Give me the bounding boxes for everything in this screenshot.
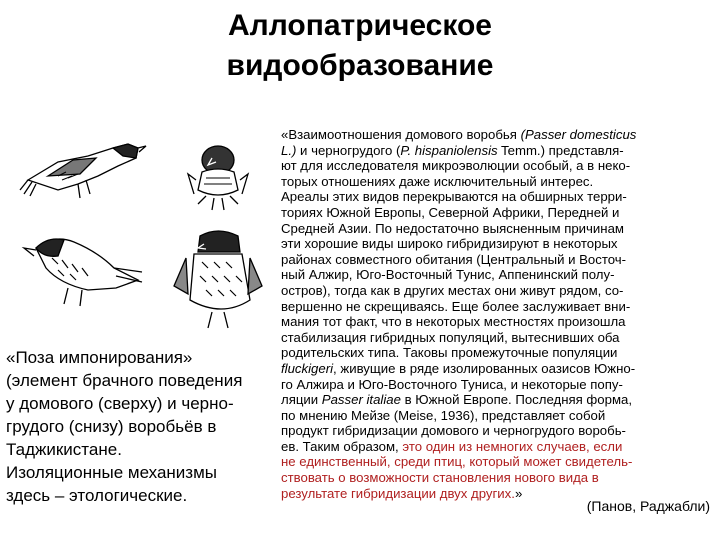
- quote-line: остров), тогда как в других местах они живут рядом, со-: [281, 282, 624, 298]
- quote-text: [281, 127, 717, 501]
- highlighted-text: это один из немногих случаев, если: [402, 438, 623, 454]
- quote-line: родительских типа. Таковы промежуточные популяции: [281, 345, 618, 361]
- quote-author: (Панов, Раджабли): [586, 498, 710, 514]
- species-name: P. hispaniolensis: [400, 142, 498, 158]
- highlighted-text: результате гибридизации двух других.: [281, 485, 515, 501]
- quote-line: вершенно не скрещиваясь. Еще более заслуживает вни-: [281, 298, 631, 314]
- quote-text-segment: ев. Таким образом,: [281, 438, 403, 454]
- highlighted-quote-line: не единственный, среди птиц, который может свидетель-: [281, 454, 633, 470]
- quote-line: Ареалы этих видов перекрываются на обширных терри-: [281, 189, 627, 205]
- quote-line: ториях Южной Европы, Северной Африки, Передней и: [281, 204, 620, 220]
- quote-line: [281, 392, 717, 408]
- quote-text-segment: »: [514, 485, 523, 501]
- quote-line: Средней Азии. По недостаточно выясненным причинам: [281, 220, 624, 236]
- quote-line: [281, 439, 717, 455]
- caption-line: (элемент брачного поведения: [6, 371, 243, 390]
- quote-text-segment: «Взаимоотношения домового воробья: [281, 127, 521, 142]
- slide-title: [0, 6, 720, 86]
- title-line-1: Аллопатрическое: [228, 9, 492, 42]
- quote-line: по мнению Мейзе (Meise, 1936), представляет собой: [281, 407, 606, 423]
- black-bellied-sparrow-front-icon: [174, 231, 262, 328]
- quote-line: ют для исследователя микроэволюции особый, а в неко-: [281, 158, 631, 174]
- quote-line: ный Алжир, Юго-Восточный Тунис, Аппенинский полу-: [281, 267, 615, 283]
- quote-line: [281, 143, 717, 159]
- quote-text-segment: Temm.) представля-: [497, 142, 624, 158]
- highlighted-quote-line: ствовать о возможности становления нового вида в: [281, 470, 599, 486]
- house-sparrow-front-icon: [188, 146, 248, 210]
- quote-line: стабилизация гибридных популяций, вытеснивших оба: [281, 329, 620, 345]
- caption-line: грудого (снизу) воробьёв в: [6, 417, 217, 436]
- species-name: (Passer domesticus: [520, 127, 637, 142]
- quote-text-segment: ляции: [281, 392, 322, 408]
- sparrow-illustration: [18, 118, 268, 333]
- title-line-2: видообразование: [226, 49, 494, 82]
- caption-line: у домового (сверху) и черно-: [6, 394, 234, 413]
- quote-line: [281, 127, 717, 143]
- black-bellied-sparrow-side-icon: [24, 239, 142, 306]
- caption-line: Изоляционные механизмы: [6, 463, 218, 482]
- quote-line: эти хорошие виды широко гибридизируют в некоторых: [281, 236, 618, 252]
- quote-text-segment: в Южной Европе. Последняя форма,: [400, 392, 633, 408]
- quote-line: продукт гибридизации домового и черногрудого воробь-: [281, 423, 626, 439]
- quote-line: мания тот факт, что в некоторых местностях произошла: [281, 314, 626, 330]
- species-name: L.): [281, 142, 297, 158]
- quote-line: [281, 361, 717, 377]
- quote-line: торых отношениях даже исключительный интерес.: [281, 173, 594, 189]
- quote-line: го Алжира и Юго-Восточного Туниса, и некоторые попу-: [281, 376, 623, 392]
- species-name: fluckigeri: [281, 360, 334, 376]
- house-sparrow-side-icon: [20, 144, 146, 198]
- quote-text-segment: и черногрудого (: [296, 142, 401, 158]
- figure-caption: [6, 346, 266, 507]
- caption-line: здесь – этологические.: [6, 486, 188, 505]
- caption-line: Таджикистане.: [6, 440, 122, 459]
- quote-text-segment: , живущие в ряде изолированных оазисов Южно-: [333, 360, 636, 376]
- caption-line: «Поза импонирования»: [6, 348, 193, 367]
- species-name: Passer italiae: [321, 392, 401, 408]
- quote-line: районах совместного обитания (Центральный и Восточ-: [281, 251, 627, 267]
